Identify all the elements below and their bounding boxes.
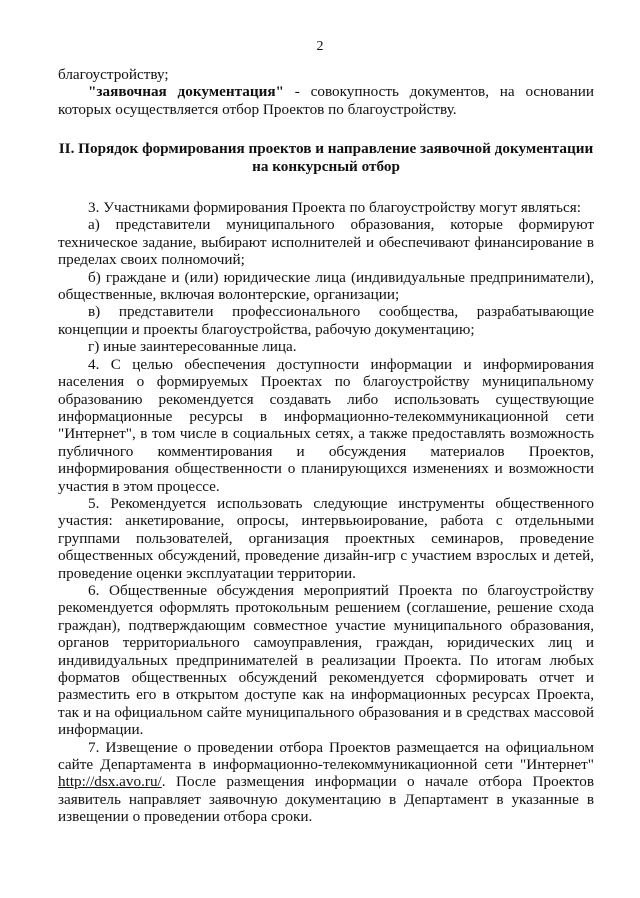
paragraph-3: 3. Участниками формирования Проекта по благоустройству могут являться: — [88, 199, 581, 217]
paragraph-7 — [58, 739, 594, 826]
paragraph-3b: б) граждане и (или) юридические лица (индивидуальные предприниматели), общественные, включая волонтерские, организации; — [58, 268, 594, 304]
paragraph-5: 5. Рекомендуется использовать следующие инструменты общественного участия: анкетирование, опросы, интервьюирование, работа с отдельными группами пользователей, организация проектных семинаров, проведение общественных обсуждений, проведение дизайн-игр с участием взрослых и детей, проведение оценки эксплуатации территории. — [58, 494, 594, 582]
paragraph-3a: а) представители муниципального образования, которые формируют техническое задание, выбирают исполнителей и обеспечивают финансирование в пределах своих полномочий; — [58, 216, 594, 269]
paragraph-3c: в) представители профессионального сообщества, разрабатывающие концепции и проекты благоустройства, рабочую документацию; — [58, 303, 594, 338]
document-body — [58, 66, 594, 826]
department-website-link[interactable]: http://dsx.avo.ru/ — [58, 773, 162, 791]
paragraph-7-text-after: . После размещения информации о начале отбора Проектов заявитель направляет заявочную документацию в Департамент в указанные в извещении о проведении отбора сроки. — [58, 773, 594, 826]
page-number: 2 — [316, 39, 324, 54]
intro-line: благоустройству; — [58, 66, 169, 83]
section-heading — [58, 140, 594, 175]
paragraph-6: 6. Общественные обсуждения мероприятий Проекта по благоустройству рекомендуется оформлять протокольным решением (соглашение, решение схода граждан), подтверждающим совместное участие муниципального образования, органов территориального самоуправления, граждан, юридических лиц и индивидуальных предпринимателей в реализации Проекта. По итогам любых форматов общественных обсуждений рекомендуется сформировать отчет и разместить его в открытом доступе как на информационных ресурсах Проекта, так и на официальном сайте муниципального образования и в средствах массовой информации. — [58, 581, 594, 739]
term-definition — [58, 83, 594, 118]
paragraph-3d: г) иные заинтересованные лица. — [88, 338, 297, 356]
paragraph-7-text-before: 7. Извещение о проведении отбора Проектов размещается на официальном сайте Департамента в информационно-телекоммуникационной сети "Интернет" — [58, 738, 594, 774]
defined-term: "заявочная документация" — [88, 83, 284, 101]
term-definition-text: - совокупность документов, на основании которых осуществляется отбор Проектов по благоустройству. — [58, 83, 594, 118]
section-heading-line-1: II. Порядок формирования проектов и направление заявочной документации — [58, 140, 594, 158]
paragraph-4: 4. С целью обеспечения доступности информации и информирования населения о формируемых Проектах по благоустройству муниципальному образованию рекомендуется создавать либо использовать существующие информационные ресурсы в информационно-телекоммуникационной сети "Интернет", в том числе в социальных сетях, а также предоставлять возможность публичного комментирования и обсуждения материалов Проектов, информирования общественности о планирующихся изменениях и возможности участия в этом процессе. — [58, 355, 594, 495]
section-heading-line-2: на конкурсный отбор — [252, 157, 400, 175]
